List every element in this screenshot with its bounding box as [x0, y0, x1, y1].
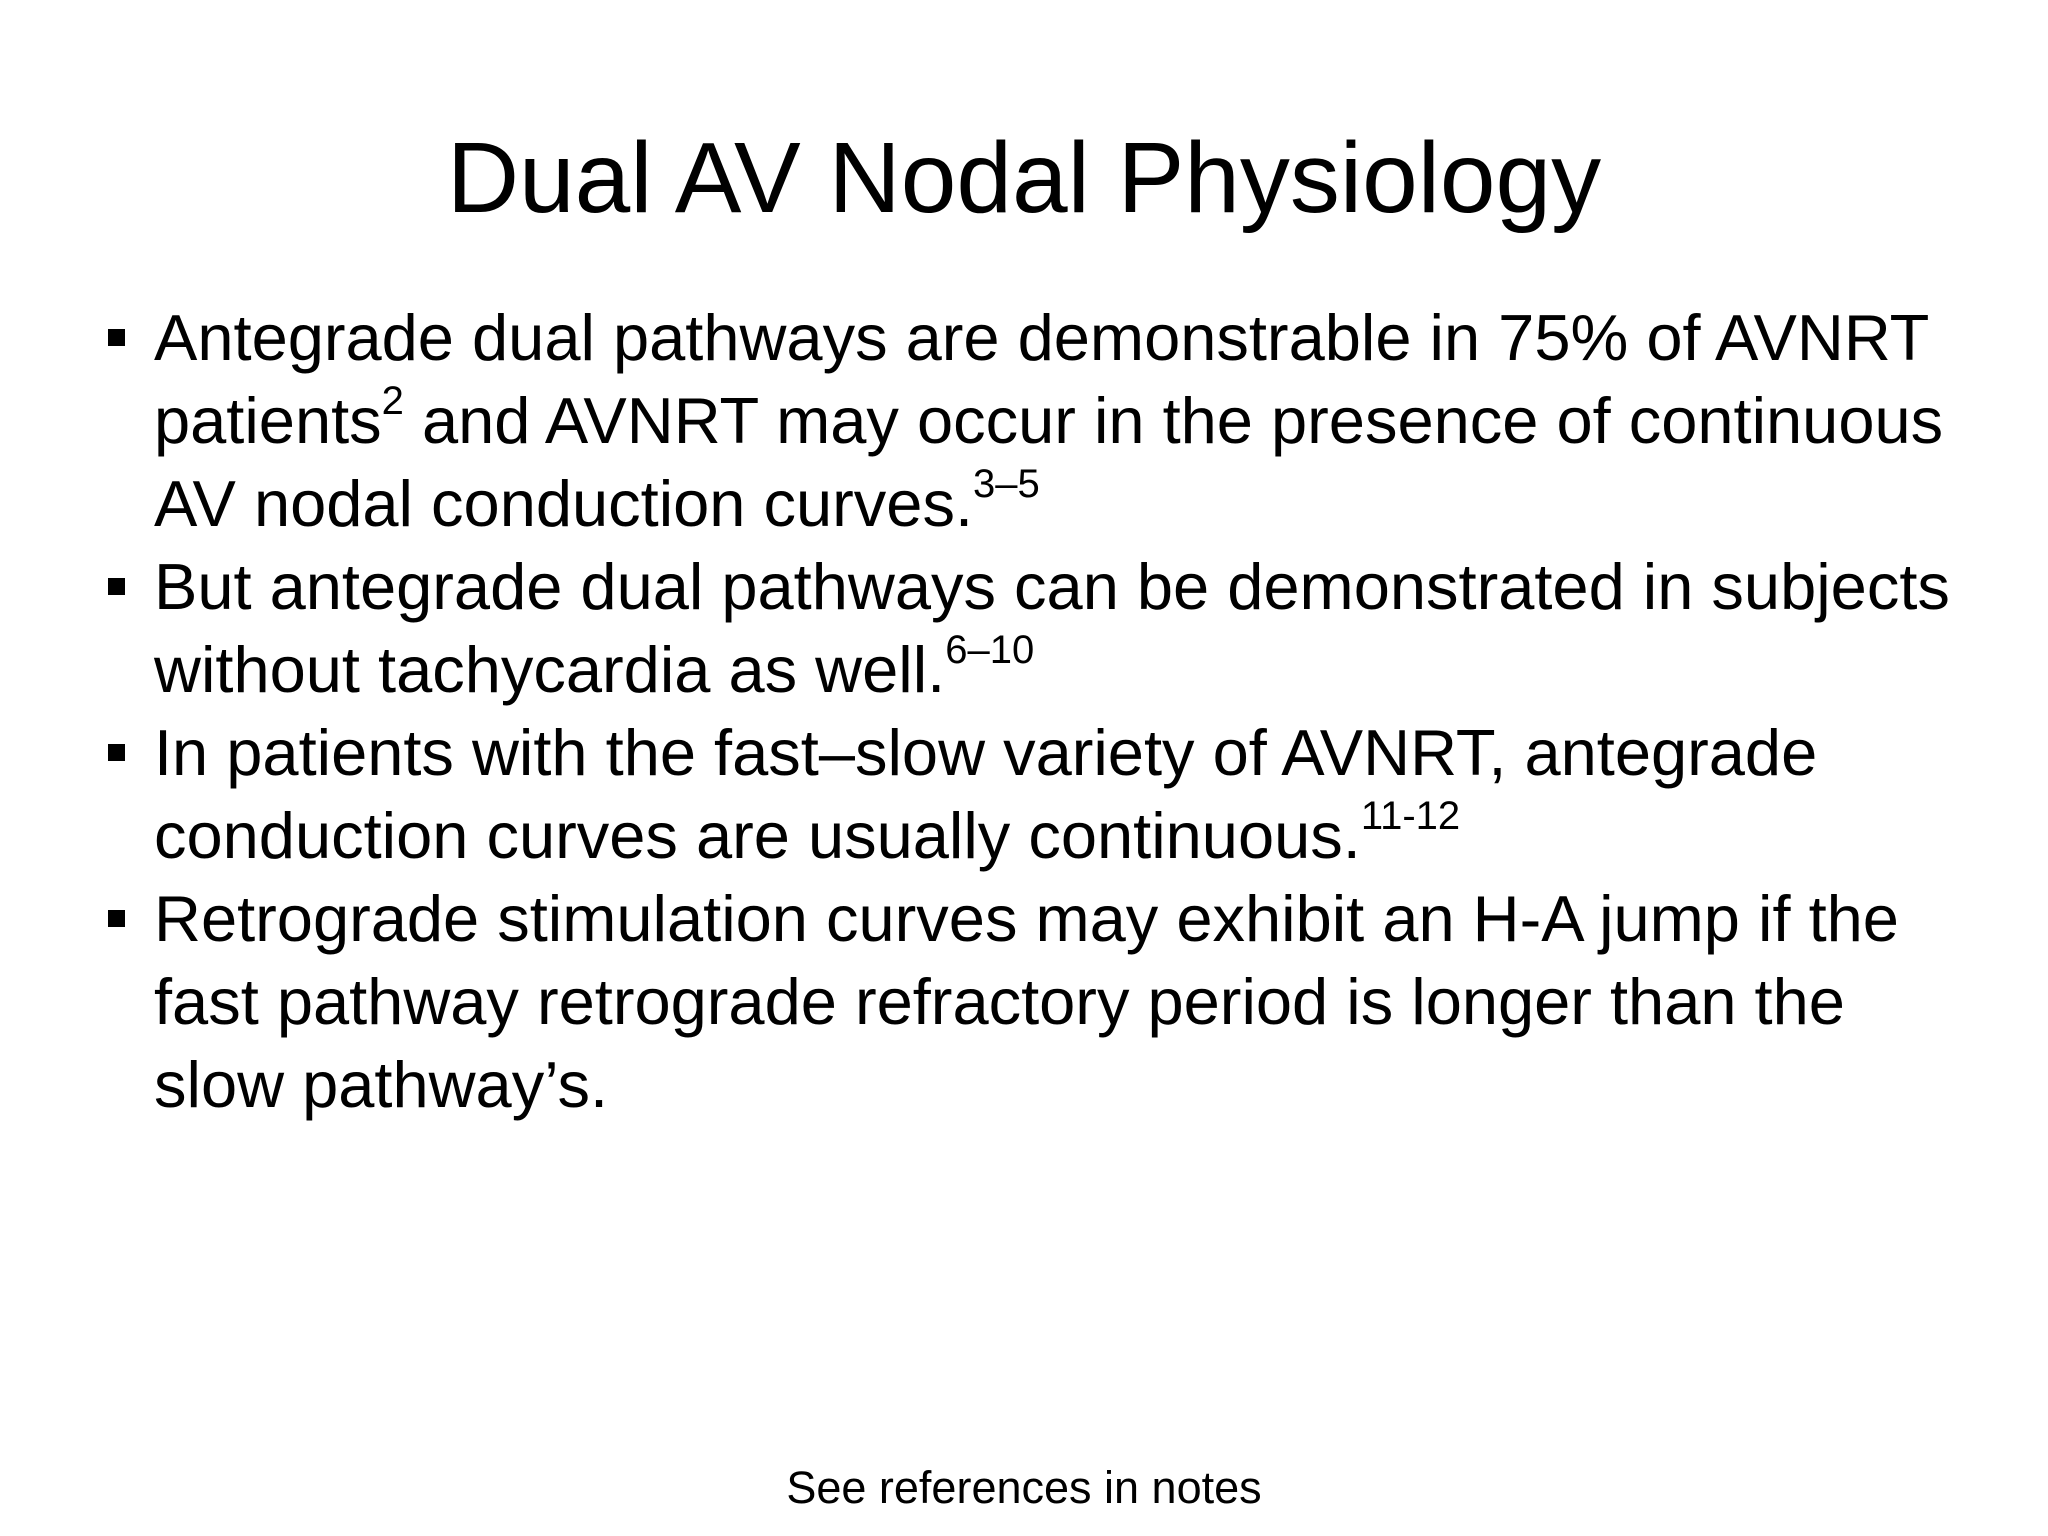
bullet-item [100, 545, 2046, 711]
bullet-item [100, 711, 2046, 877]
bullet-line: But antegrade dual pathways can be demonstrated in subjects [154, 550, 1950, 623]
square-bullet-icon [108, 910, 125, 927]
square-bullet-icon [108, 744, 125, 761]
bullet-line: conduction curves are usually continuous.$^{11-12}$ [154, 794, 1461, 872]
bullet-line: slow pathway’s. [154, 1048, 609, 1121]
square-bullet-icon [108, 329, 125, 346]
bullet-item [100, 877, 2046, 1126]
bullet-line: AV nodal conduction curves.$^{3-5}$ [154, 462, 1040, 540]
citation-superscript: 3–5 [973, 462, 1040, 507]
references-footer: See references in notes [786, 1462, 1262, 1513]
bullet-line: without tachycardia as well.$^{6-10}$ [154, 628, 1035, 706]
bullet-line: In patients with the fast–slow variety of AVNRT, antegrade [154, 716, 1818, 789]
bullet-list [100, 296, 2046, 1126]
bullet-line: patients$^2$ and AVNRT may occur in the presence of continuous [154, 379, 1944, 457]
bullet-line: Retrograde stimulation curves may exhibit an H-A jump if the [154, 882, 1899, 955]
slide-title: Dual AV Nodal Physiology [446, 122, 1602, 234]
bullet-line: Antegrade dual pathways are demonstrable in 75% of AVNRT [154, 301, 1930, 374]
citation-superscript: 6–10 [945, 628, 1035, 673]
citation-superscript: 2 [381, 379, 404, 424]
citation-superscript: 11-12 [1360, 794, 1461, 839]
square-bullet-icon [108, 578, 125, 595]
bullet-line: fast pathway retrograde refractory period is longer than the [154, 965, 1845, 1038]
bullet-item [100, 296, 2046, 545]
